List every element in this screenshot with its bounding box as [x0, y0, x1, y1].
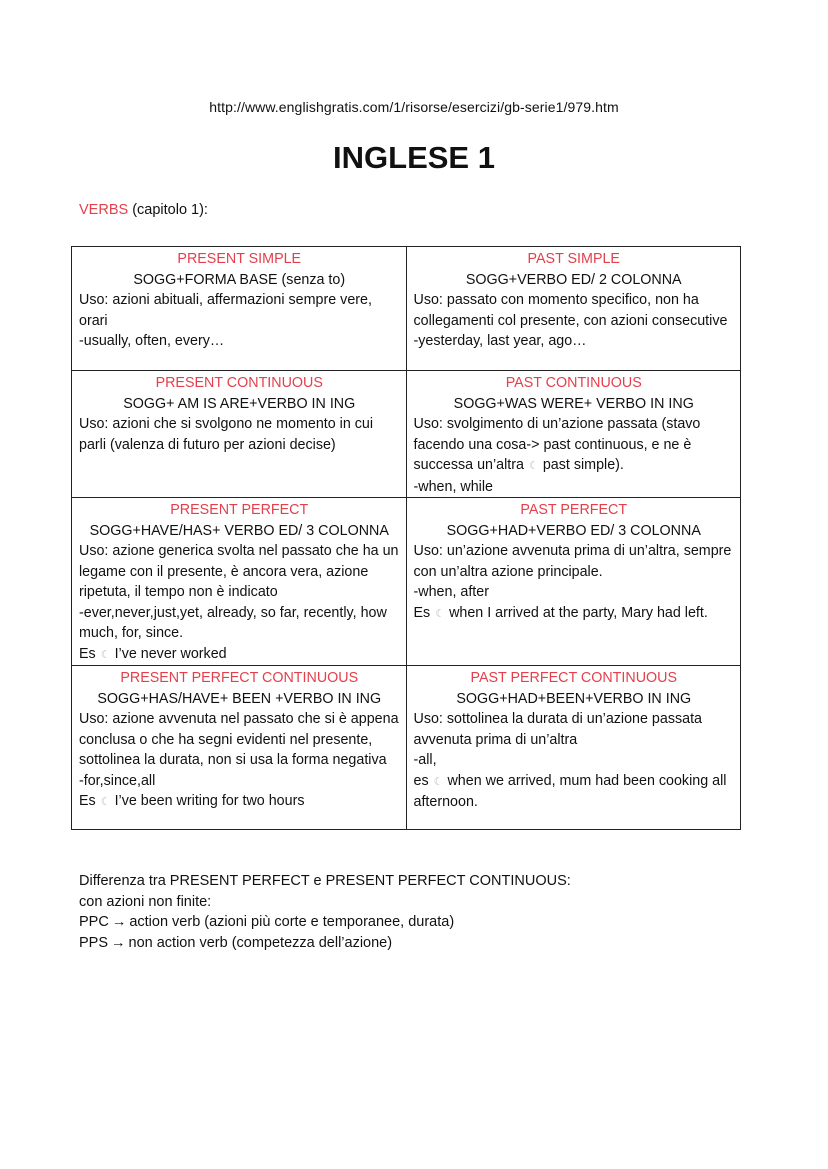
- page-title: INGLESE 1: [333, 140, 495, 175]
- section-label-verbs: VERBS: [79, 202, 129, 218]
- cell-present-perfect-continuous: [72, 666, 407, 830]
- tense-title: PRESENT PERFECT CONTINUOUS: [120, 670, 359, 686]
- notes-item-ppc: [79, 912, 571, 933]
- tense-example: [414, 603, 735, 625]
- notes-section: [79, 871, 571, 953]
- tense-title: PAST SIMPLE: [527, 251, 620, 267]
- tense-keywords: -when, after: [413, 584, 489, 600]
- moon-bullet-icon: ☾: [100, 648, 111, 661]
- tense-formula: SOGG+HAD+VERBO ED/ 3 COLONNA: [446, 522, 701, 539]
- section-heading: [79, 202, 208, 218]
- example-prefix: Es: [79, 645, 96, 662]
- example-text: when we arrived, mum had been cooking all afternoon.: [413, 772, 727, 810]
- tense-usage: Uso: passato con momento specifico, non ha collegamenti col presente, con azioni consecutive: [413, 292, 728, 329]
- tense-title: PAST PERFECT: [520, 502, 628, 518]
- tense-keywords: -for,since,all: [79, 772, 156, 789]
- section-label-chapter: (capitolo 1):: [128, 202, 208, 218]
- example-prefix: es: [413, 772, 429, 789]
- tense-usage: Uso: un’azione avvenuta prima di un’altra, sempre con un’altra azione principale.: [413, 543, 732, 580]
- verb-tenses-table: [71, 246, 741, 830]
- source-url: http://www.englishgratis.com/1/risorse/esercizi/gb-serie1/979.htm: [209, 99, 619, 115]
- moon-bullet-icon: ☾: [100, 796, 111, 808]
- table-row: [72, 247, 741, 371]
- note-text: non action verb (competezza dell’azione): [128, 934, 393, 951]
- abbr: PPS: [79, 934, 109, 951]
- tense-usage: [414, 414, 735, 477]
- notes-subheading: con azioni non finite:: [79, 893, 212, 910]
- table-row: [72, 498, 741, 666]
- tense-usage: Uso: azione generica svolta nel passato che ha un legame con il presente, è ancora vera, azione ripetuta, il tempo non è indicato: [79, 543, 399, 600]
- tense-example: [79, 791, 400, 813]
- tense-keywords: -when, while: [413, 478, 493, 495]
- tense-title: PRESENT SIMPLE: [177, 251, 302, 267]
- table-row: [72, 371, 741, 498]
- cell-past-perfect: [406, 498, 741, 666]
- tense-usage: Uso: sottolinea la durata di un’azione passata avvenuta prima di un’altra: [413, 711, 703, 748]
- tense-example: [414, 771, 735, 813]
- cell-present-continuous: [72, 371, 407, 498]
- tense-usage: Uso: azioni che si svolgono ne momento in cui parli (valenza di futuro per azioni decise): [79, 416, 374, 453]
- tense-formula: SOGG+VERBO ED/ 2 COLONNA: [465, 271, 682, 288]
- tense-example: [79, 644, 400, 666]
- moon-bullet-icon: ☾: [435, 607, 446, 620]
- table-row: [72, 666, 741, 830]
- tense-formula: SOGG+HAS/HAVE+ BEEN +VERBO IN ING: [97, 690, 382, 707]
- tense-formula: SOGG+HAVE/HAS+ VERBO ED/ 3 COLONNA: [89, 522, 389, 539]
- example-prefix: Es: [79, 793, 96, 809]
- tense-keywords: -ever,never,just,yet, already, so far, recently, how much, for, since.: [79, 604, 387, 641]
- tense-formula: SOGG+WAS WERE+ VERBO IN ING: [453, 395, 694, 412]
- cell-present-simple: [72, 247, 407, 371]
- moon-bullet-icon: ☾: [433, 775, 444, 788]
- abbr: PPC: [79, 914, 109, 930]
- example-text: I’ve been writing for two hours: [114, 793, 305, 809]
- tense-formula: SOGG+FORMA BASE (senza to): [133, 271, 346, 288]
- tense-usage: Uso: azione avvenuta nel passato che si è appena conclusa o che ha segni evidenti nel presente, sottolinea la durata, non si usa la forma negativa: [79, 711, 399, 768]
- usage-text: Uso: svolgimento di un’azione passata (stavo facendo una cosa-> past continuous, e ne è successa un’altra: [413, 416, 701, 473]
- tense-keywords: -all,: [413, 752, 437, 768]
- tense-usage: Uso: azioni abituali, affermazioni sempre vere, orari: [79, 292, 372, 329]
- tense-formula: SOGG+HAD+BEEN+VERBO IN ING: [456, 690, 692, 707]
- tense-title: PAST CONTINUOUS: [505, 375, 642, 391]
- arrow-right-icon: →: [111, 934, 126, 951]
- tense-keywords: -usually, often, every…: [79, 333, 225, 349]
- cell-past-continuous: [406, 371, 741, 498]
- cell-past-perfect-continuous: [406, 666, 741, 830]
- example-prefix: Es: [413, 604, 431, 621]
- tense-title: PAST PERFECT CONTINUOUS: [470, 670, 678, 686]
- tense-title: PRESENT CONTINUOUS: [155, 375, 323, 391]
- moon-bullet-icon: ☾: [528, 460, 539, 472]
- note-text: action verb (azioni più corte e temporanee, durata): [129, 914, 455, 930]
- notes-item-pps: [79, 933, 571, 954]
- example-text: when I arrived at the party, Mary had left.: [449, 604, 708, 621]
- usage-text-continued: past simple).: [542, 457, 624, 473]
- cell-past-simple: [406, 247, 741, 371]
- cell-present-perfect: [72, 498, 407, 666]
- example-text: I’ve never worked: [114, 645, 227, 662]
- tense-formula: SOGG+ AM IS ARE+VERBO IN ING: [123, 395, 356, 412]
- notes-heading: Differenza tra PRESENT PERFECT e PRESENT PERFECT CONTINUOUS:: [79, 873, 571, 889]
- tense-title: PRESENT PERFECT: [170, 502, 309, 518]
- tense-keywords: -yesterday, last year, ago…: [413, 333, 587, 349]
- arrow-right-icon: →: [111, 914, 127, 930]
